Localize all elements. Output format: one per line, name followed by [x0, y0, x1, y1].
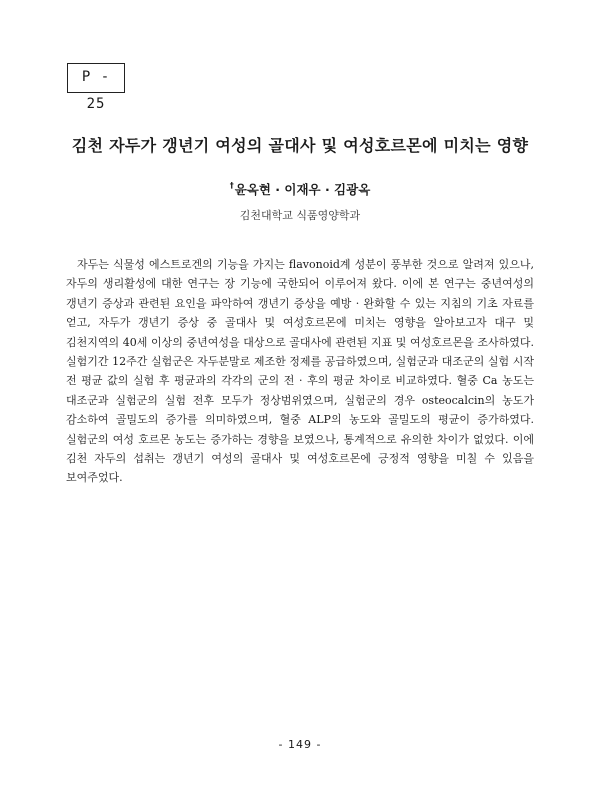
page-number: - 149 -	[278, 738, 322, 751]
poster-code-box: P - 25	[67, 63, 125, 93]
abstract-body: 자두는 식물성 에스트로겐의 기능을 가지는 flavonoid계 성분이 풍부한 것으로 알려져 있으나, 자두의 생리활성에 대한 연구는 장 기능에 국한되어 이루어져 왔다. 이에 본 연구는 중년여성의 갱년기 증상과 관련된 요인을 파악하여 갱년기 증상을 예방 · 완화할 수 있는 지침의 기초 자료를 얻고, 자두가 갱년기 증상 중 골대사 및 여성호르몬에 미치는 영향을 알아보고자 대구 및 김천지역의 40세 이상의 중년여성을 대상으로 골대사에 관련된 지표 및 여성호르몬을 조사하였다. 실험기간 12주간 실험군은 자두분말로 제조한 정제를 공급하였으며, 실험군과 대조군의 실험 시작 전 평균 값의 실험 후 평균과의 각각의 군의 전 · 후의 평균 차이로 비교하였다. 혈중 Ca 농도는 대조군과 실험군의 실험 전후 모두가 정상범위였으며, 실험군의 경우 osteocalcin의 농도가 감소하여 골밀도의 증가를 의미하였으며, 혈중 ALP의 농도와 골밀도의 평균이 증가하였다. 실험군의 여성 호르몬 농도는 증가하는 경향을 보였으나, 통계적으로 유의한 차이가 없었다. 이에 김천 자두의 섭취는 갱년기 여성의 골대사 및 여성호르몬에 긍정적 영향을 미칠 수 있음을 보여주었다.	[66, 258, 534, 485]
author-affiliation: 김천대학교 식품영양학과	[239, 209, 361, 222]
author-line	[40, 180, 560, 198]
author-names: 윤옥현 · 이재우 · 김광옥	[234, 182, 371, 197]
paper-title: 김천 자두가 갱년기 여성의 골대사 및 여성호르몬에 미치는 영향	[71, 136, 529, 155]
corresponding-author-mark: †	[229, 181, 234, 190]
